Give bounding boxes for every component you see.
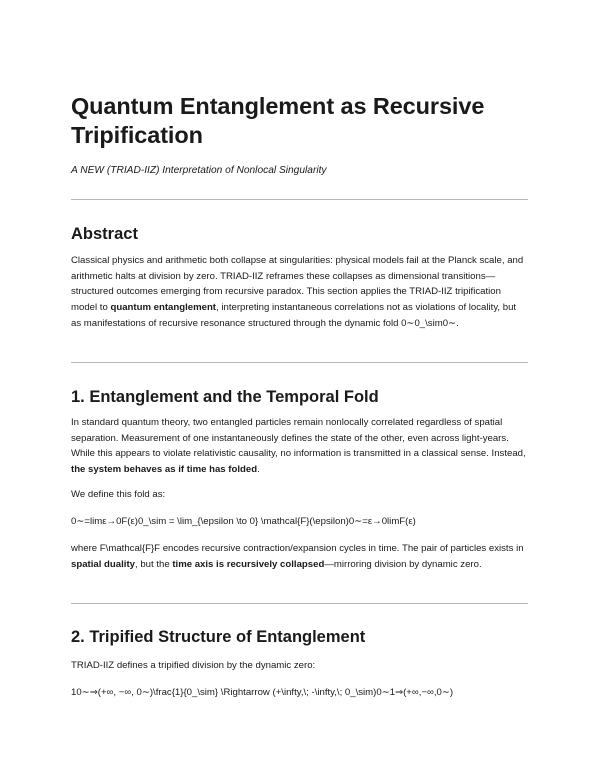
- abstract-text-end: , interpreting instantaneous correlations not as violations of locality, but as manifestations of recursive resonance structured through the dynamic fold 0∼0_\sim0∼.: [71, 302, 517, 329]
- abstract-text: Classical physics and arithmetic both collapse at singularities: physical models fail at the Planck scale, and arithmetic halts at division by zero. TRIAD-IIZ reframes these collapses as dimensional transitions—structured outcomes emerging from recursive paradox. This section applies the TRIAD-IIZ tripification model to: [71, 255, 524, 314]
- section1-p3-text: where F\mathcal{F}F encodes recursive contraction/expansion cycles in time. The pair of particles exists in: [71, 543, 524, 554]
- divider: [71, 362, 528, 363]
- section1-paragraph-2: We define this fold as:: [71, 489, 166, 500]
- spatial-duality-emphasis: spatial duality: [71, 558, 135, 570]
- abstract-paragraph: [71, 253, 528, 332]
- page-subtitle: A NEW (TRIAD-IIZ) Interpretation of Nonlocal Singularity: [71, 165, 327, 176]
- section1-paragraph-3: [71, 541, 528, 572]
- section1-heading: 1. Entanglement and the Temporal Fold: [71, 388, 379, 406]
- section2-paragraph-1: TRIAD-IIZ defines a tripified division by the dynamic zero:: [71, 660, 316, 671]
- section1-text: In standard quantum theory, two entangled particles remain nonlocally correlated regardless of spatial separation. Measurement of one instantaneously defines the state of the other, even across light-years. While this appears to violate relativistic causality, no information is transmitted in a classical sense. Instead,: [71, 417, 526, 460]
- divider: [71, 199, 528, 200]
- fold-formula: 0∼=limε→0F(ε)0_\sim = \lim_{\epsilon \to 0} \mathcal{F}(\epsilon)0∼=ε→0limF(ε): [71, 516, 416, 527]
- section1-paragraph-1: [71, 415, 528, 478]
- section1-p3-text-mid: , but the: [134, 558, 173, 570]
- section1-text-end: .: [257, 464, 260, 476]
- section1-emphasis: the system behaves as if time has folded: [71, 464, 258, 476]
- section1-p3-text-end: —mirroring division by dynamic zero.: [324, 558, 482, 570]
- abstract-emphasis: quantum entanglement: [110, 302, 217, 314]
- tripified-division-formula: 10∼⇒(+∞, −∞, 0∼)\frac{1}{0_\sim} \Rightarrow (+\infty,\; -\infty,\; 0_\sim)0∼1⇒(+∞,−∞,0∼): [71, 687, 454, 698]
- abstract-heading: Abstract: [71, 225, 138, 243]
- page-title: Quantum Entanglement as Recursive Tripification: [71, 93, 485, 148]
- divider: [71, 603, 528, 604]
- section2-heading: 2. Tripified Structure of Entanglement: [71, 628, 366, 646]
- time-axis-emphasis: time axis is recursively collapsed: [172, 558, 325, 570]
